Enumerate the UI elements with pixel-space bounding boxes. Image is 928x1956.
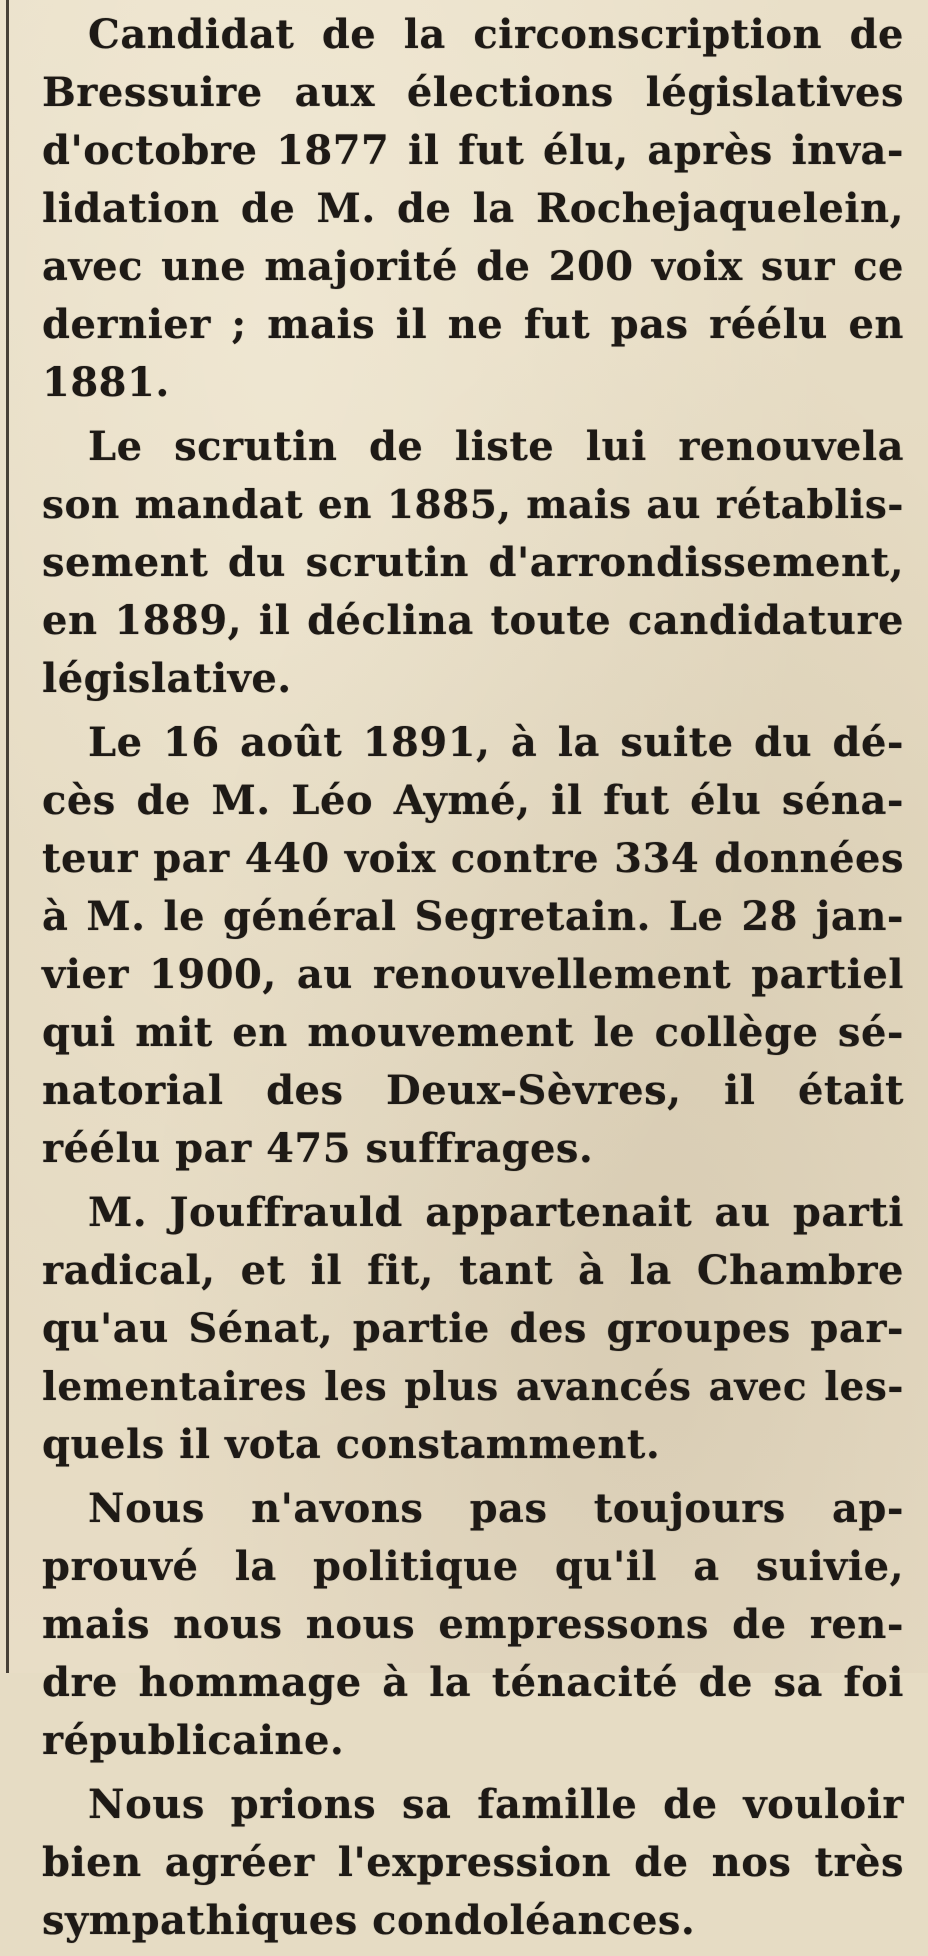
text-line: cès de M. Léo Aymé, il fut élu séna- xyxy=(42,777,904,824)
text-line: Le 16 août 1891, à la suite du dé- xyxy=(88,719,904,766)
text-line: M. Jouffrauld appartenait au parti xyxy=(88,1189,904,1236)
text-line: quels il vota constamment. xyxy=(42,1421,661,1468)
paragraph-senate-1891 xyxy=(42,714,904,1178)
text-line: Le scrutin de liste lui renouvela xyxy=(88,423,904,470)
text-line: mais nous nous empressons de ren- xyxy=(42,1601,904,1648)
text-line: dre hommage à la ténacité de sa foi xyxy=(42,1659,904,1706)
text-line: Nous n'avons pas toujours ap- xyxy=(88,1485,904,1532)
text-line: sympathiques condoléances. xyxy=(42,1897,696,1944)
text-line: prouvé la politique qu'il a suivie, xyxy=(42,1543,904,1590)
paragraph-parti-radical xyxy=(42,1184,904,1474)
text-line: 1881. xyxy=(42,359,170,406)
text-line: avec une majorité de 200 voix sur ce xyxy=(42,243,904,290)
text-line: sement du scrutin d'arrondissement, xyxy=(42,539,904,586)
text-line: d'octobre 1877 il fut élu, après inva- xyxy=(42,127,904,174)
text-line: législative. xyxy=(42,655,292,702)
text-line: teur par 440 voix contre 334 données xyxy=(42,835,904,882)
text-line: vier 1900, au renouvellement partiel xyxy=(42,951,904,998)
text-line: radical, et il fit, tant à la Chambre xyxy=(42,1247,904,1294)
paragraph-hommage xyxy=(42,1480,904,1770)
text-line: Bressuire aux élections législatives xyxy=(42,69,904,116)
text-line: qu'au Sénat, partie des groupes par- xyxy=(42,1305,904,1352)
text-line: Candidat de la circonscription de xyxy=(88,11,904,58)
text-line: lementaires les plus avancés avec les- xyxy=(42,1364,904,1410)
text-line: lidation de M. de la Rochejaquelein, xyxy=(42,185,904,232)
text-line: natorial des Deux-Sèvres, il était xyxy=(42,1067,904,1114)
text-line: son mandat en 1885, mais au rétablis- xyxy=(42,482,904,528)
paragraph-scrutin-de-liste xyxy=(42,418,904,708)
column-rule xyxy=(6,0,9,1673)
text-line: réélu par 475 suffrages. xyxy=(42,1125,594,1172)
text-line: républicaine. xyxy=(42,1717,345,1764)
paragraph-condoleances xyxy=(42,1776,904,1950)
text-line: dernier ; mais il ne fut pas réélu en xyxy=(42,301,904,348)
text-line: à M. le général Segretain. Le 28 jan- xyxy=(42,893,904,940)
text-line: bien agréer l'expression de nos très xyxy=(42,1839,904,1886)
text-line: Nous prions sa famille de vouloir xyxy=(88,1781,904,1828)
text-line: en 1889, il déclina toute candidature xyxy=(42,597,904,644)
text-line: qui mit en mouvement le collège sé- xyxy=(42,1009,904,1056)
paragraph-election-1877 xyxy=(42,6,904,412)
article-column xyxy=(42,6,904,1956)
